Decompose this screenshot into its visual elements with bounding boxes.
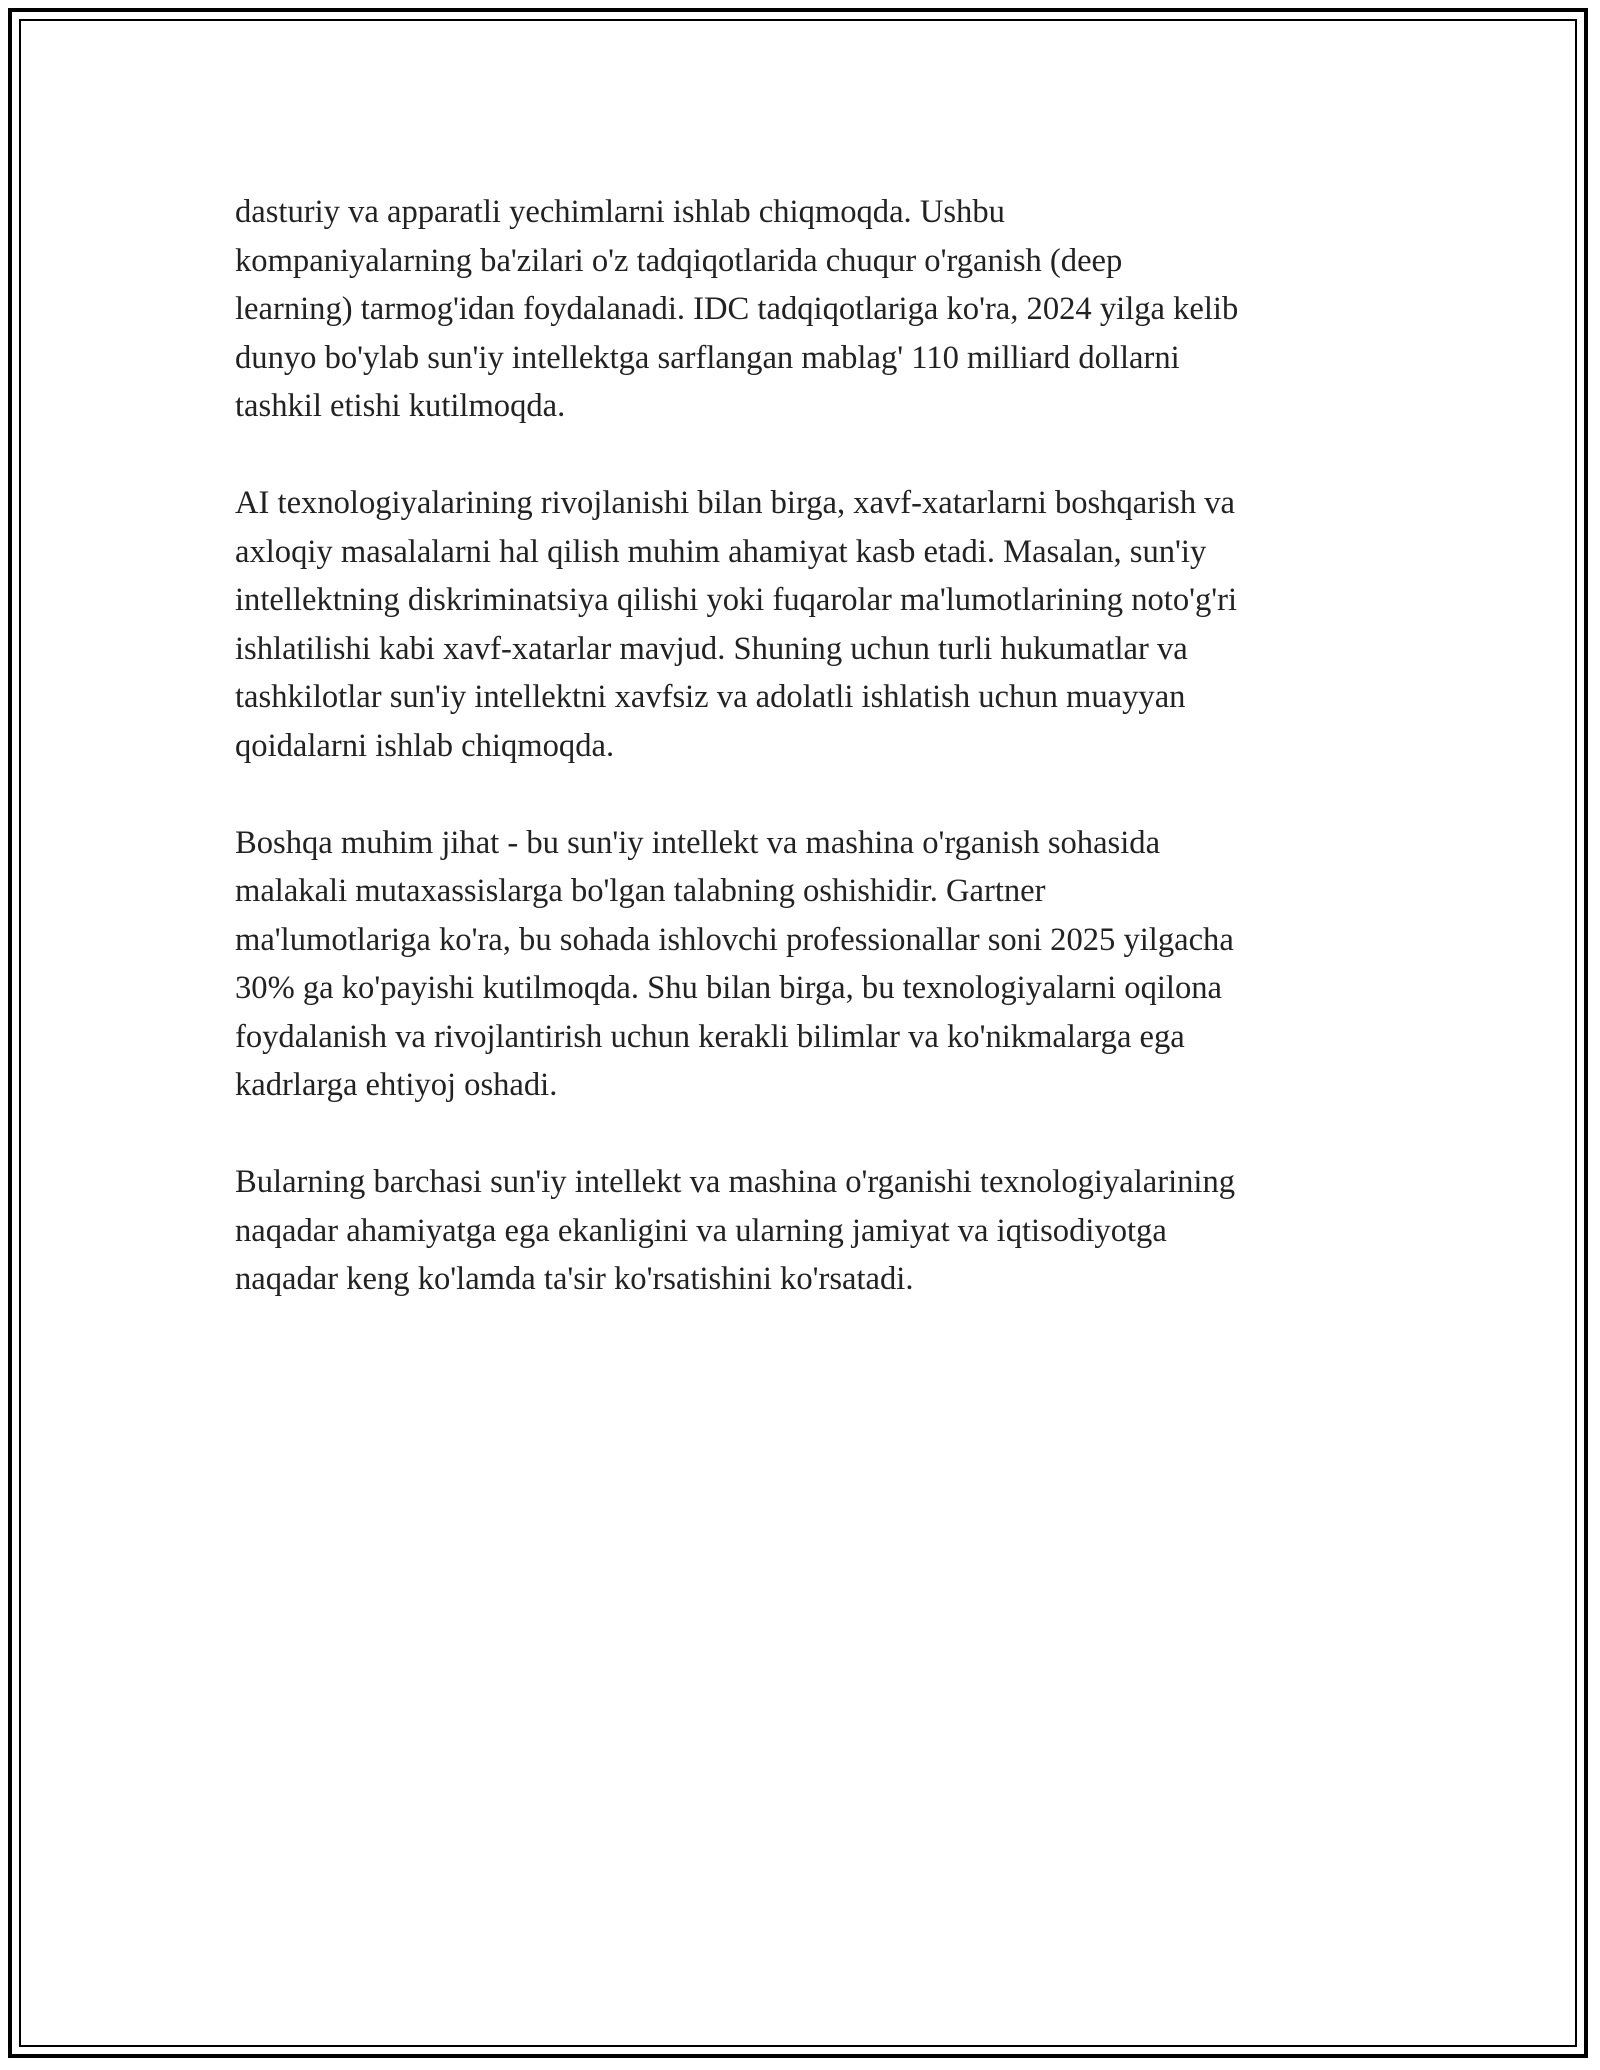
- paragraph-1: dasturiy va apparatli yechimlarni ishlab chiqmoqda. Ushbu kompaniyalarning ba'zilari o'z tadqiqotlarida chuqur o'rganish (deep learning) tarmog'idan foydalanadi. IDC tadqiqotlariga ko'ra, 2024 yilga kelib dunyo bo'ylab sun'iy intellektga sarflangan mablag' 110 milliard dollarni tashkil etishi kutilmoqda.: [235, 194, 1239, 424]
- document-body: [235, 188, 1395, 1304]
- paragraph-2: AI texnologiyalarining rivojlanishi bilan birga, xavf-xatarlarni boshqarish va axloqiy masalalarni hal qilish muhim ahamiyat kasb etadi. Masalan, sun'iy intellektning diskriminatsiya qilishi yoki fuqarolar ma'lumotlarining noto'g'ri ishlatilishi kabi xavf-xatarlar mavjud. Shuning uchun turli hukumatlar va tashkilotlar sun'iy intellektni xavfsiz va adolatli ishlatish uchun muayyan qoidalarni ishlab chiqmoqda.: [235, 485, 1238, 764]
- paragraph-4: Bularning barchasi sun'iy intellekt va mashina o'rganishi texnologiyalarining naqadar ahamiyatga ega ekanligini va ularning jamiyat va iqtisodiyotga naqadar keng ko'lamda ta'sir ko'rsatishini ko'rsatadi.: [235, 1164, 1236, 1297]
- paragraph-3: Boshqa muhim jihat - bu sun'iy intellekt va mashina o'rganish sohasida malakali mutaxassislarga bo'lgan talabning oshishidir. Gartner ma'lumotlariga ko'ra, bu sohada ishlovchi professionallar soni 2025 yilgacha 30% ga ko'payishi kutilmoqda. Shu bilan birga, bu texnologiyalarni oqilona foydalanish va rivojlantirish uchun kerakli bilimlar va ko'nikmalarga ega kadrlarga ehtiyoj oshadi.: [235, 824, 1234, 1103]
